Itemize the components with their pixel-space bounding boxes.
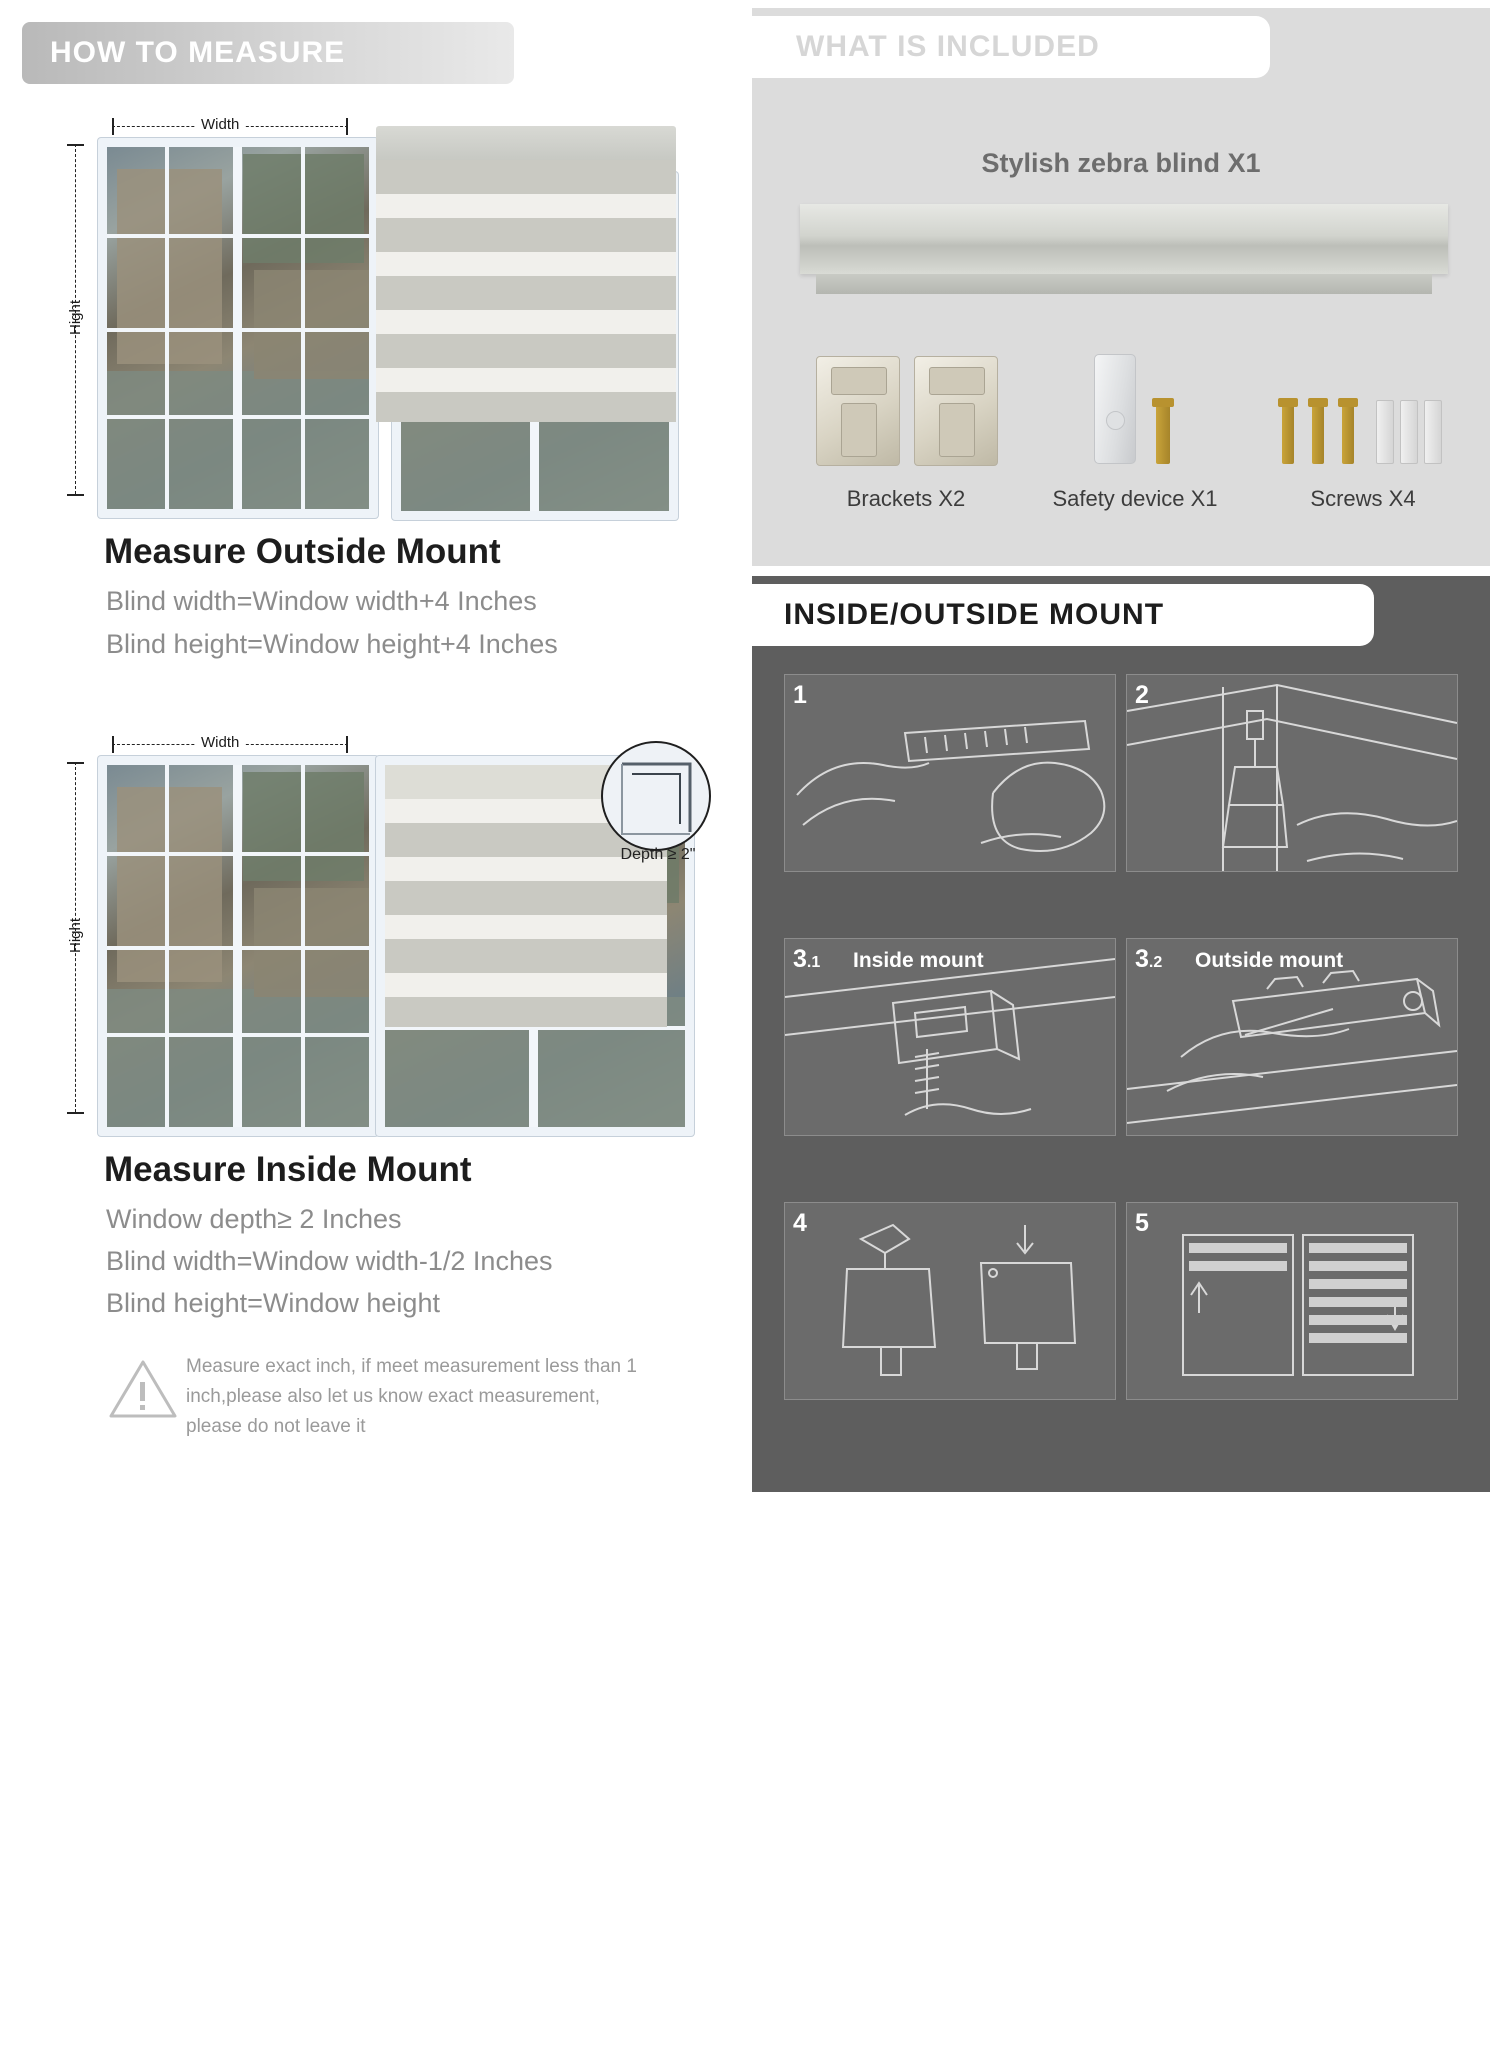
step-1-sketch-icon [785,675,1115,871]
bracket-left-icon [816,356,900,466]
inside-height-tick-top [67,762,84,764]
step-3-2-number: 3.2 [1135,945,1163,973]
step-1-number: 1 [793,681,807,709]
outside-mount-line-1: Blind width=Window width+4 Inches [106,586,537,616]
inside-window-photo [98,756,378,1136]
outside-mount-line-2: Blind height=Window height+4 Inches [106,629,558,659]
inside-mount-block [0,722,742,1500]
how-to-measure-column [0,0,742,1500]
outside-mount-heading: Measure Outside Mount [104,532,501,571]
safety-screw-icon [1156,404,1170,464]
step-5-number: 5 [1135,1209,1149,1237]
step-3-1-image [784,938,1116,1526]
screws-label: Screws X4 [1310,486,1416,511]
outside-window-photo [98,138,378,518]
how-to-measure-banner [22,22,514,84]
zebra-blind-headrail [800,204,1448,274]
inside-height-tick-bottom [67,1112,84,1114]
what-is-included-panel [752,8,1490,566]
inside-mount-line-2: Blind width=Window width-1/2 Inches [106,1246,553,1276]
outside-height-tick-top [67,144,84,146]
step-4-sketch-icon [785,1203,1115,1399]
what-is-included-title: WHAT IS INCLUDED [796,30,1100,63]
step-4-caption: Install the blind [817,2033,957,2054]
step-3-2-mode-label: Outside mount [1195,949,1344,972]
screw-icon-3 [1342,404,1354,464]
step-5-sketch-icon [1127,1203,1457,1399]
outside-zebra-fabric [376,160,676,422]
step-3-1-sketch-icon [785,939,1115,1135]
step-3-1-number: 3.1 [793,945,821,973]
outside-width-label: Width [196,116,244,133]
step-1-image [784,674,1116,872]
step-2-number: 2 [1135,681,1149,709]
step-2-image [1126,674,1458,872]
step-3-1-caption: Drill holes & Inside bracket [817,1505,1061,1526]
inside-width-tick-left [112,736,114,753]
outside-width-tick-right [346,118,348,135]
product-title: Stylish zebra blind X1 [981,148,1261,178]
wall-anchor-icon-3 [1424,400,1442,464]
inside-outside-mount-title: INSIDE/OUTSIDE MOUNT [784,598,1165,631]
safety-device-icon [1094,354,1136,464]
step-5-caption: Finish [1159,2033,1215,2054]
step-2-sketch-icon [1127,675,1457,871]
step-3-2-caption: Drill holes & Inside bracket [1159,1505,1403,1526]
safety-device-label: Safety device X1 [1052,486,1218,511]
inside-mounted-blind-photo [376,756,696,1118]
right-column [742,0,1500,2054]
measure-warning-text: Measure exact inch, if meet measurement less than 1 inch,please also let us know exact measurement, please do not leave it [186,1356,637,1437]
step-4-number: 4 [793,1209,807,1237]
wall-anchor-icon-1 [1376,400,1394,464]
step-3-1-mode-label: Inside mount [853,949,984,972]
outside-mounted-blind-photo [376,126,676,506]
brackets-label: Brackets X2 [846,486,966,511]
screw-head-1 [1278,398,1298,407]
step-3-2-image [1126,938,1458,1526]
warning-triangle-icon [108,1356,178,1422]
measure-warning [108,1356,668,1466]
inside-width-label: Width [196,734,244,751]
screw-head-3 [1338,398,1358,407]
inside-height-label: Hight [67,917,85,954]
screw-head-2 [1308,398,1328,407]
inside-mount-heading: Measure Inside Mount [104,1150,472,1189]
what-is-included-tab [752,16,1270,78]
zebra-blind-headrail-lip [816,274,1432,294]
inside-mount-line-1: Window depth≥ 2 Inches [106,1204,402,1234]
how-to-measure-title: HOW TO MEASURE [50,36,346,69]
inside-width-tick-right [346,736,348,753]
outside-mount-block [0,104,742,704]
screw-icon-1 [1282,404,1294,464]
inside-mount-line-3: Blind height=Window height [106,1288,440,1318]
outside-height-tick-bottom [67,494,84,496]
depth-label: Depth ≥ 2" [620,846,696,863]
safety-screw-head-icon [1152,398,1174,407]
bracket-right-icon [914,356,998,466]
outside-width-tick-left [112,118,114,135]
step-3-2-sketch-icon [1127,939,1457,1135]
screw-icon-2 [1312,404,1324,464]
outside-height-label: Hight [67,299,85,336]
wall-anchor-icon-2 [1400,400,1418,464]
inside-outside-mount-tab [752,584,1374,646]
inside-outside-mount-panel [752,576,1490,2054]
